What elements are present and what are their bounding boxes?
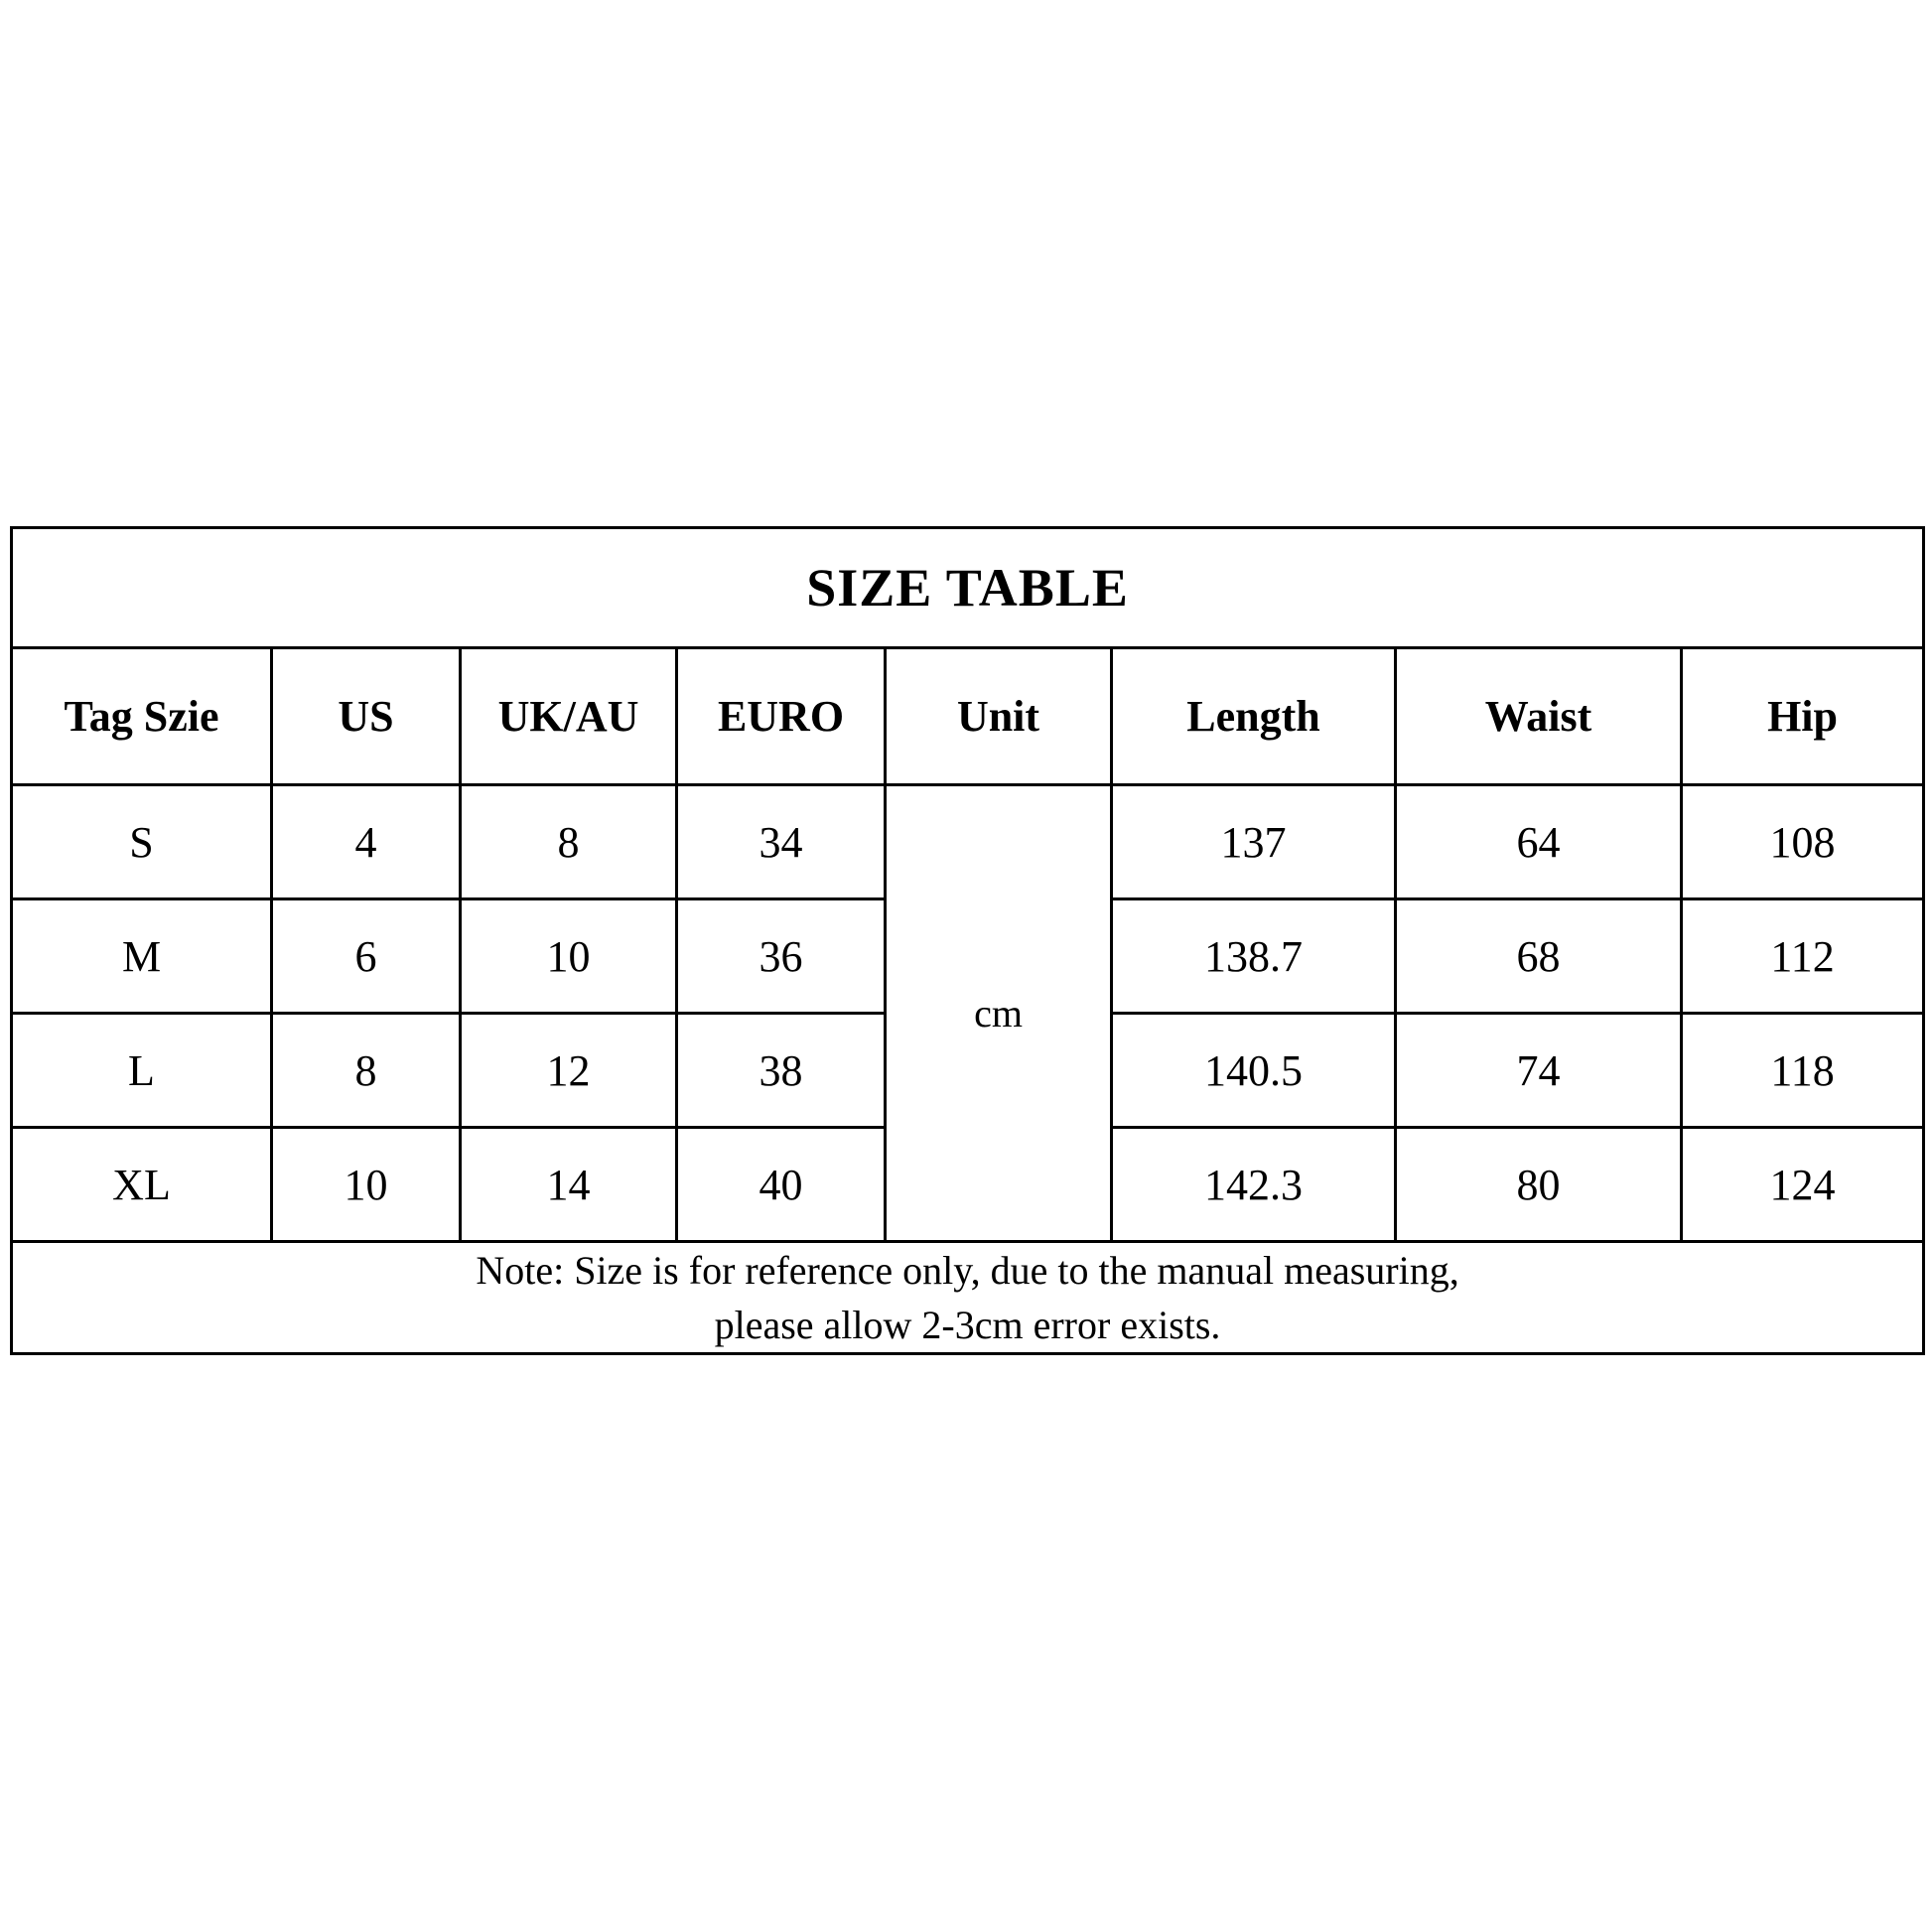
- table-row: [12, 785, 1924, 899]
- cell-hip: 108: [1682, 785, 1924, 899]
- cell-waist: 80: [1396, 1128, 1682, 1242]
- cell-uk-au: 10: [461, 899, 677, 1014]
- size-note-line-2: please allow 2-3cm error exists.: [714, 1303, 1221, 1348]
- cell-us: 4: [272, 785, 461, 899]
- cell-uk-au: 14: [461, 1128, 677, 1242]
- column-header-unit: Unit: [886, 648, 1112, 785]
- table-note-row: [12, 1242, 1924, 1354]
- cell-length: 137: [1112, 785, 1396, 899]
- cell-tag-size: XL: [12, 1128, 272, 1242]
- cell-tag-size: M: [12, 899, 272, 1014]
- size-note-line-1: Note: Size is for reference only, due to the manual measuring,: [476, 1248, 1459, 1293]
- cell-hip: 112: [1682, 899, 1924, 1014]
- cell-euro: 34: [677, 785, 886, 899]
- size-note: [12, 1242, 1924, 1354]
- size-table: [10, 526, 1925, 1355]
- cell-us: 10: [272, 1128, 461, 1242]
- cell-tag-size: L: [12, 1014, 272, 1128]
- cell-hip: 118: [1682, 1014, 1924, 1128]
- column-header-waist: Waist: [1396, 648, 1682, 785]
- page-title: SIZE TABLE: [12, 528, 1924, 648]
- cell-length: 140.5: [1112, 1014, 1396, 1128]
- cell-unit: cm: [886, 785, 1112, 1242]
- column-header-uk-au: UK/AU: [461, 648, 677, 785]
- table-title-row: [12, 528, 1924, 648]
- table-header-row: [12, 648, 1924, 785]
- cell-us: 8: [272, 1014, 461, 1128]
- cell-length: 138.7: [1112, 899, 1396, 1014]
- cell-us: 6: [272, 899, 461, 1014]
- cell-waist: 74: [1396, 1014, 1682, 1128]
- column-header-euro: EURO: [677, 648, 886, 785]
- size-table-sheet: [10, 526, 1922, 1355]
- column-header-tag-size: Tag Szie: [12, 648, 272, 785]
- cell-waist: 64: [1396, 785, 1682, 899]
- cell-euro: 38: [677, 1014, 886, 1128]
- column-header-us: US: [272, 648, 461, 785]
- column-header-hip: Hip: [1682, 648, 1924, 785]
- cell-hip: 124: [1682, 1128, 1924, 1242]
- column-header-length: Length: [1112, 648, 1396, 785]
- cell-uk-au: 8: [461, 785, 677, 899]
- cell-uk-au: 12: [461, 1014, 677, 1128]
- cell-euro: 40: [677, 1128, 886, 1242]
- cell-tag-size: S: [12, 785, 272, 899]
- cell-waist: 68: [1396, 899, 1682, 1014]
- cell-length: 142.3: [1112, 1128, 1396, 1242]
- cell-euro: 36: [677, 899, 886, 1014]
